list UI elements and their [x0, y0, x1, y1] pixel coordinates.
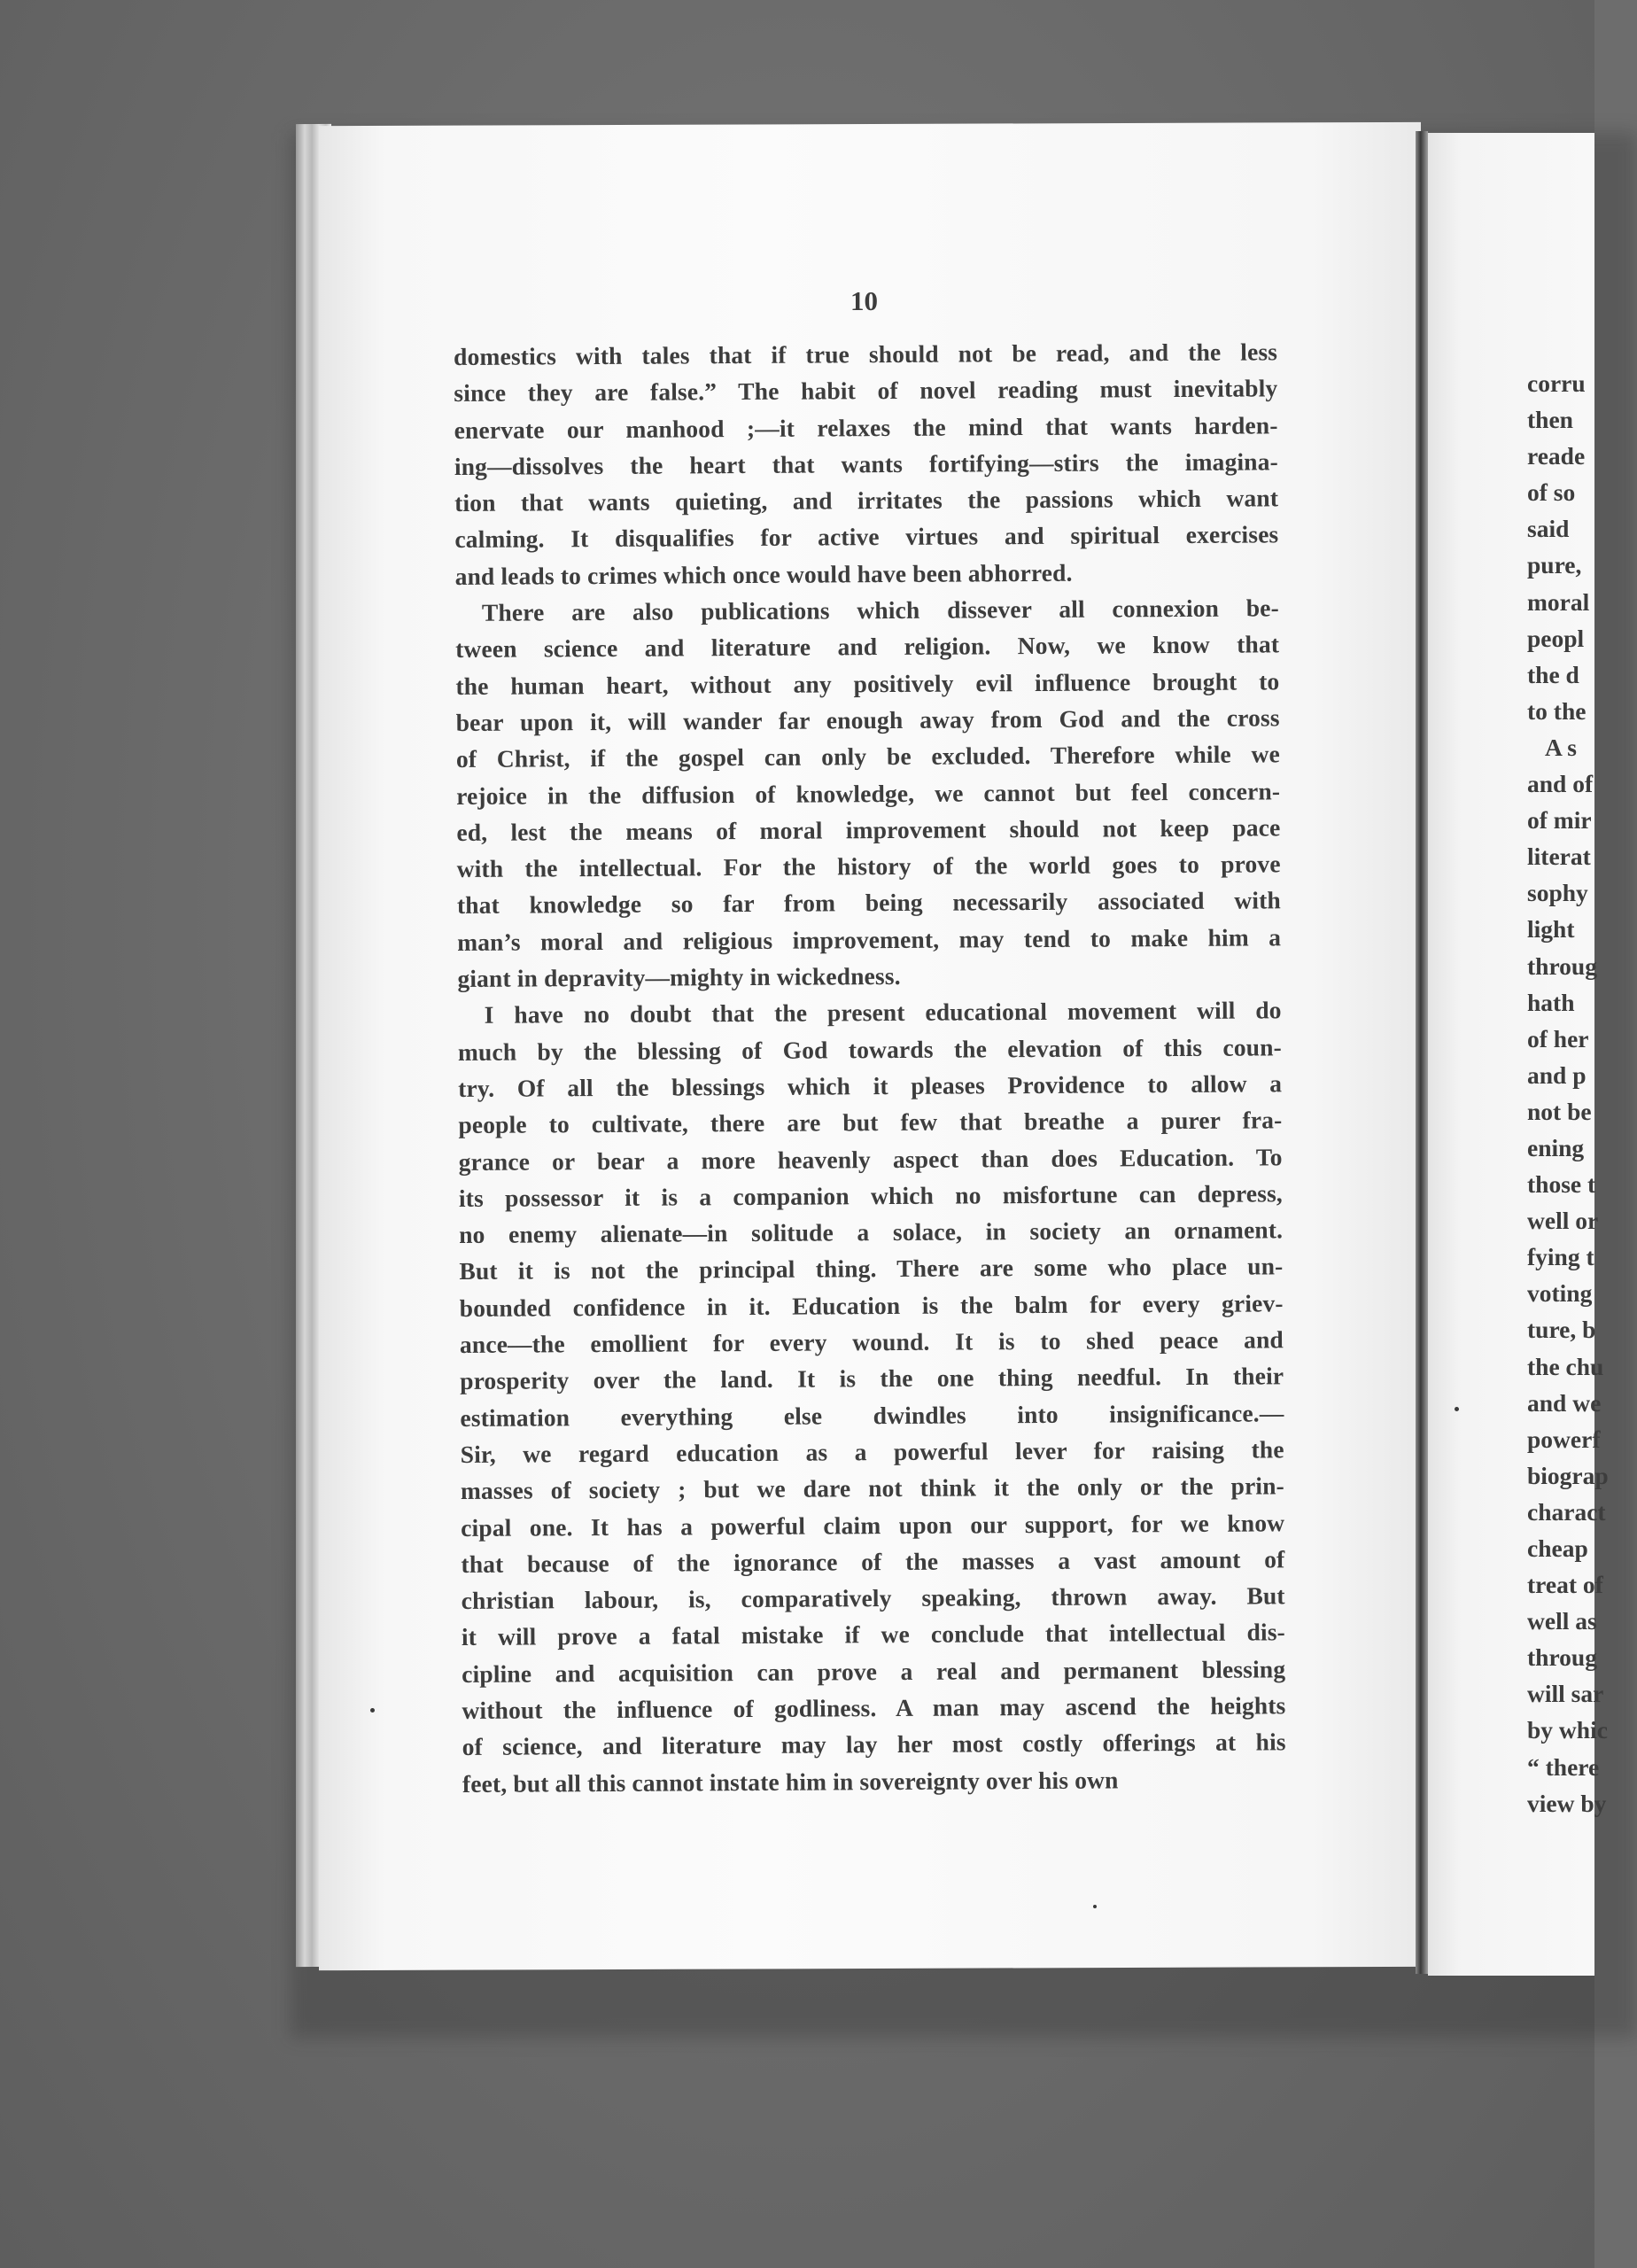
text-line: There are also publications which dissever all connexion be-: [481, 594, 1279, 626]
text-line: and leads to crimes which once would have been abhorred.: [454, 558, 1073, 590]
right-page-line: by whic: [1527, 1716, 1608, 1744]
scan-speck: [370, 1708, 375, 1713]
right-page-line: said: [1527, 515, 1570, 543]
right-page-line: of so: [1527, 478, 1576, 507]
text-line: Sir, we regard education as a powerful lever for raising the: [460, 1435, 1284, 1468]
right-page-line: pure,: [1527, 551, 1582, 579]
text-line: of Christ, if the gospel can only be excluded. Therefore while we: [455, 740, 1280, 773]
right-page-line: those t: [1527, 1170, 1596, 1199]
text-line: since they are false.” The habit of novel reading must inevitably: [454, 374, 1278, 408]
right-page-line: then: [1527, 406, 1573, 434]
right-page-line: ening: [1527, 1133, 1585, 1161]
right-page-line: powerf: [1527, 1425, 1601, 1453]
right-page-line: charact: [1527, 1497, 1606, 1526]
text-line: masses of society ; but we dare not think it the only or the prin-: [460, 1472, 1285, 1505]
right-page-line: and of: [1527, 770, 1594, 798]
right-page-line: throug: [1527, 951, 1597, 980]
text-line: ed, lest the means of moral improvement should not keep pace: [456, 813, 1281, 846]
right-page-line: light: [1527, 915, 1575, 944]
text-line: But it is not the principal thing. There are some who place un-: [459, 1252, 1284, 1285]
right-page-line: well or: [1527, 1207, 1599, 1235]
text-line: calming. It disqualifies for active virtues and spiritual exercises: [454, 520, 1279, 554]
right-page-line: well as: [1527, 1607, 1597, 1635]
right-page-line: the chu: [1527, 1352, 1604, 1380]
right-page-line: voting: [1527, 1279, 1593, 1308]
text-line: with the intellectual. For the history of the world goes to prove: [456, 850, 1281, 883]
right-page-line: ture, b: [1527, 1316, 1596, 1344]
right-page-line: reade: [1527, 442, 1586, 470]
text-line: rejoice in the diffusion of knowledge, we cannot but feel concern-: [456, 776, 1281, 810]
text-line: feet, but all this cannot instate him in sovereignty over his own: [462, 1766, 1119, 1798]
text-line: bounded confidence in it. Education is the balm for every griev-: [459, 1289, 1284, 1322]
text-line: christian labour, is, comparatively speaking, thrown away. But: [461, 1581, 1285, 1615]
right-page-line: and we: [1527, 1388, 1602, 1417]
book-gutter: [1416, 131, 1428, 1974]
right-page-line: hath: [1527, 988, 1575, 1016]
text-line: of science, and literature may lay her most costly offerings at his: [462, 1728, 1286, 1761]
right-page-line: to the: [1527, 696, 1587, 725]
text-line: ing—dissolves the heart that wants fortifying—stirs the imagina-: [454, 447, 1278, 480]
right-page-line: literat: [1527, 843, 1591, 871]
right-page-line: not be: [1527, 1097, 1592, 1125]
text-line: ance—the emollient for every wound. It is to shed peace and: [459, 1325, 1284, 1358]
right-page-text-fragment: [1527, 365, 1609, 1821]
text-line: enervate our manhood ;—it relaxes the mind that wants harden-: [454, 410, 1278, 444]
text-line: estimation everything else dwindles into insignificance.—: [460, 1398, 1284, 1432]
right-page-line: view by: [1527, 1789, 1607, 1817]
text-line: domestics with tales that if true should not be read, and the less: [454, 338, 1278, 370]
right-page-line: peopl: [1527, 624, 1585, 652]
text-line: that because of the ignorance of the masses a vast amount of: [461, 1545, 1285, 1578]
right-page-line: of her: [1527, 1024, 1589, 1052]
text-line: no enemy alienate—in solitude a solace, in society an ornament.: [459, 1216, 1284, 1249]
right-page-line: throug: [1527, 1643, 1597, 1672]
right-page-line: biograp: [1527, 1461, 1609, 1489]
text-line: tween science and literature and religion. Now, we know that: [455, 630, 1280, 664]
right-page-line: fying t: [1527, 1243, 1594, 1271]
text-line: the human heart, without any positively evil influence brought to: [455, 666, 1280, 700]
text-line: much by the blessing of God towards the elevation of this coun-: [457, 1032, 1282, 1066]
right-page-line: will sar: [1527, 1680, 1604, 1708]
text-line: grance or bear a more heavenly aspect than does Education. To: [458, 1142, 1283, 1176]
text-line: people to cultivate, there are but few that breathe a purer fra-: [458, 1106, 1283, 1139]
right-page-line: corru: [1527, 369, 1586, 397]
text-line: it will prove a fatal mistake if we conclude that intellectual dis-: [461, 1618, 1286, 1651]
text-line: without the influence of godliness. A man may ascend the heights: [462, 1691, 1286, 1724]
scan-speck: [1093, 1905, 1097, 1908]
right-page-line: cheap: [1527, 1534, 1588, 1562]
right-page-line: and p: [1527, 1060, 1587, 1089]
text-line: bear upon it, will wander far enough away from God and the cross: [455, 703, 1280, 736]
left-page-body-text: [454, 333, 1286, 1802]
text-line: try. Of all the blessings which it pleases Providence to allow a: [458, 1069, 1283, 1102]
text-line: man’s moral and religious improvement, may tend to make him a: [457, 923, 1282, 956]
text-line: that knowledge so far from being necessarily associated with: [456, 886, 1281, 920]
text-line: tion that wants quieting, and irritates the passions which want: [454, 484, 1279, 517]
right-page-line: “ there: [1527, 1752, 1600, 1781]
scan-speck: [1455, 1407, 1459, 1411]
right-page-line: treat of: [1527, 1571, 1603, 1599]
right-page-line: A s: [1545, 733, 1577, 761]
page-number: 10: [850, 285, 878, 316]
right-page-line: sophy: [1527, 879, 1588, 907]
text-line: prosperity over the land. It is the one thing needful. In their: [460, 1362, 1284, 1395]
right-page-line: moral: [1527, 587, 1590, 616]
text-line: its possessor it is a companion which no misfortune can depress,: [458, 1179, 1284, 1212]
right-page-line: of mir: [1527, 806, 1592, 835]
text-line: cipline and acquisition can prove a real and permanent blessing: [462, 1654, 1286, 1688]
text-line: I have no doubt that the present educational movement will do: [484, 996, 1282, 1029]
text-line: giant in depravity—mighty in wickedness.: [457, 961, 901, 993]
text-line: cipal one. It has a powerful claim upon our support, for we know: [461, 1508, 1285, 1542]
right-page-line: the d: [1527, 660, 1579, 688]
